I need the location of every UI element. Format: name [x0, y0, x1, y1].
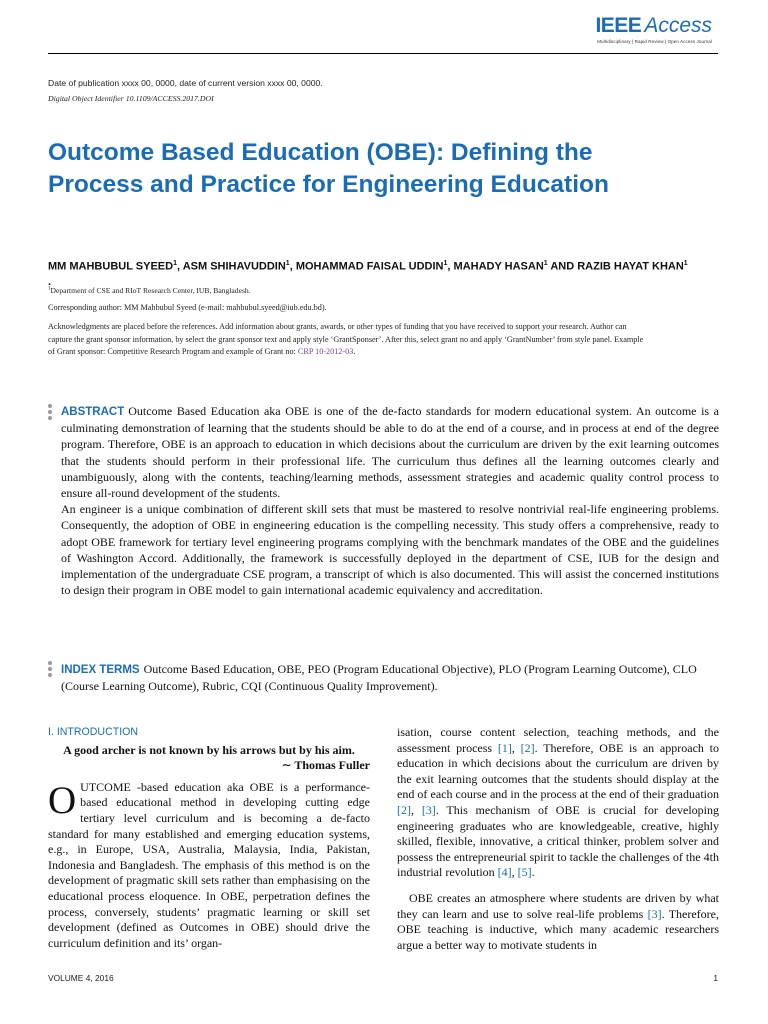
- footer-page-number: 1: [713, 973, 718, 983]
- acknowledgment-end: .: [353, 347, 356, 356]
- abstract-paragraph-1: Outcome Based Education aka OBE is one of the de-facto standards for modern educational system. An outcome is a culminating demonstration of learning that the students should be able to do at the end of a course, and in process at end of the degree program. Therefore, OBE is an approach to education in which decisions about the curriculum are driven by the exit learning outcomes that the students should perform in their professional life. The curriculum thus defines all the learning outcomes clearly and unambiguously, along with the contents, teaching/learning methods, assessment strategies and academic quality control process to ensure all-round development of the students.: [61, 404, 719, 501]
- right-column: [397, 725, 719, 953]
- abstract-label: ABSTRACT: [61, 406, 125, 418]
- affiliation-text: Department of CSE and RIoT Research Center, IUB, Bangladesh.: [50, 286, 251, 295]
- text-run: .: [531, 865, 535, 880]
- text-run: . This mechanism of OBE is crucial for developing engineering graduates who are knowledgeable, creative, highly skilled, flexible, innovative, a critical thinker, problem solver and possess the entrepreneurial spirit to tackle the challenges of the 4th industrial revolution: [397, 802, 719, 880]
- left-column: [48, 725, 370, 951]
- logo-tagline: Multidisciplinary | Rapid Review | Open Access Journal: [597, 39, 712, 44]
- affiliation: [48, 286, 251, 295]
- affiliation-mark: 1: [48, 286, 51, 292]
- abstract-dots-icon: [48, 404, 54, 422]
- author-affil-mark: 1: [543, 260, 548, 267]
- epigraph-author: ∼ Thomas Fuller: [281, 758, 370, 773]
- abstract-paragraph-2: An engineer is a unique combination of different skill sets that must be mastered to resolve nontrivial real-life engineering problems. Consequently, the adoption of OBE in engineering education is the compelling necessity. This study offers a comprehensive, ready to adopt OBE framework for tertiary level engineering programs complying with the benchmark mandates of the OBE and the guidelines of Washington Accord. Additionally, the framework is successfully deployed in the department of CSE, IUB for the design and implementation of the undergraduate CSE program, a transcript of which is also documented. This will assist the concerned institutions to design their program in OBE model to gain international academic equivalency and accreditation.: [61, 502, 719, 598]
- abstract: [61, 403, 719, 598]
- citation-link[interactable]: [2]: [397, 802, 411, 817]
- author-sep: ,: [447, 260, 454, 273]
- logo-ieee-text: IEEE: [595, 14, 642, 37]
- citation-link[interactable]: [5]: [517, 865, 532, 880]
- author-name: MM MAHBUBUL SYEED: [48, 260, 174, 273]
- citation-link[interactable]: [1]: [497, 740, 512, 755]
- doi-line: Digital Object Identifier 10.1109/ACCESS.2017.DOI: [48, 94, 214, 103]
- section-heading: I. INTRODUCTION: [48, 726, 139, 738]
- text-run: ,: [411, 802, 422, 817]
- citation-link[interactable]: [4]: [497, 865, 512, 880]
- epigraph-quote: A good archer is not known by his arrows but by his aim.: [63, 742, 355, 757]
- author-affil-mark: 1: [683, 260, 688, 267]
- intro-paragraph-2: [397, 891, 719, 953]
- dropcap-letter: O: [48, 778, 77, 822]
- text-run: . Therefore, OBE teaching is inductive, which many academic researchers argue a better way to motivate students in: [397, 906, 719, 952]
- text-run: ,: [511, 865, 518, 880]
- author-sep: ,: [289, 260, 296, 273]
- citation-link[interactable]: [3]: [647, 906, 662, 921]
- author-affil-mark: 1: [173, 260, 177, 267]
- author-affil-mark: 1: [285, 260, 290, 267]
- corresponding-author: Corresponding author: MM Mahbubul Syeed (e-mail: mahbubul.syeed@iub.edu.bd).: [48, 303, 327, 312]
- index-terms: [61, 661, 719, 694]
- index-terms-dots-icon: [48, 661, 54, 679]
- text-run: ,: [511, 740, 521, 755]
- citation-link[interactable]: [2]: [520, 740, 535, 755]
- header-rule: [48, 53, 718, 54]
- author-sep: ,: [176, 260, 183, 273]
- publication-date: Date of publication xxxx 00, 0000, date of current version xxxx 00, 0000.: [48, 78, 323, 88]
- text-run: . Therefore, OBE is an approach to education in which decisions about the curriculum are driven by the exit learning outcomes that the students should display at the end of each course and in the process at the end of their graduation: [397, 740, 720, 802]
- ieee-access-logo: [595, 14, 712, 44]
- author-name: MAHADY HASAN: [453, 260, 544, 273]
- author-sep: .: [48, 275, 52, 288]
- author-sep: AND: [547, 260, 578, 273]
- citation-link[interactable]: [3]: [421, 802, 436, 817]
- author-name: ASM SHIHAVUDDIN: [182, 260, 286, 273]
- author-list: [48, 256, 688, 290]
- logo-access-text: Access: [644, 14, 712, 37]
- intro-paragraph-1-cont: [397, 725, 719, 881]
- acknowledgment-text: Acknowledgments are placed before the references. Add information about grants, awards, or other types of funding that you have received to support your research. Author can capture the grant sponsor information, by select the grant sponsor text and apply style ‘GrantSponser’. After this, select grant no and apply ‘GrantNumber’ from style panel. Example of Grant sponsor: Competitive Research Program and example of Grant no:: [48, 322, 644, 356]
- index-terms-label: INDEX TERMS: [61, 664, 140, 676]
- author-name: RAZIB HAYAT KHAN: [577, 260, 684, 273]
- grant-number-link[interactable]: CRP 10-2012-03: [297, 347, 354, 356]
- author-name: MOHAMMAD FAISAL UDDIN: [295, 260, 444, 273]
- author-affil-mark: 1: [443, 260, 448, 267]
- text-run: OBE creates an atmosphere where students are driven by what they can learn and use to solve real-life problems: [397, 890, 719, 921]
- paper-title: Outcome Based Education (OBE): Defining the Process and Practice for Engineering Education: [48, 139, 609, 198]
- text-run: isation, course content selection, teaching methods, and the assessment process: [397, 725, 719, 755]
- index-terms-text: Outcome Based Education, OBE, PEO (Program Educational Objective), PLO (Program Learning Outcome), CLO (Course Learning Outcome), Rubric, CQI (Continuous Quality Improvement).: [61, 662, 697, 694]
- footer-volume: VOLUME 4, 2016: [48, 973, 114, 983]
- intro-paragraph-1: UTCOME -based education aka OBE is a performance-based educational method in developing cutting edge tertiary level curriculum and is becoming a de-facto standard for many established and emerging education systems, e.g., in Europe, USA, Australia, Malaysia, India, Pakistan, Indonesia and Bangladesh. The emphasis of this method is on the development of pragmatic skill sets rather than emphasising on the educational process eloquence. In OBE, perpetration defines the process, conversely, students’ pragmatic learning or skill set development (defined as Outcomes in OBE) should drive the curriculum definition and its’ organ-: [48, 779, 370, 950]
- acknowledgment: [48, 321, 648, 359]
